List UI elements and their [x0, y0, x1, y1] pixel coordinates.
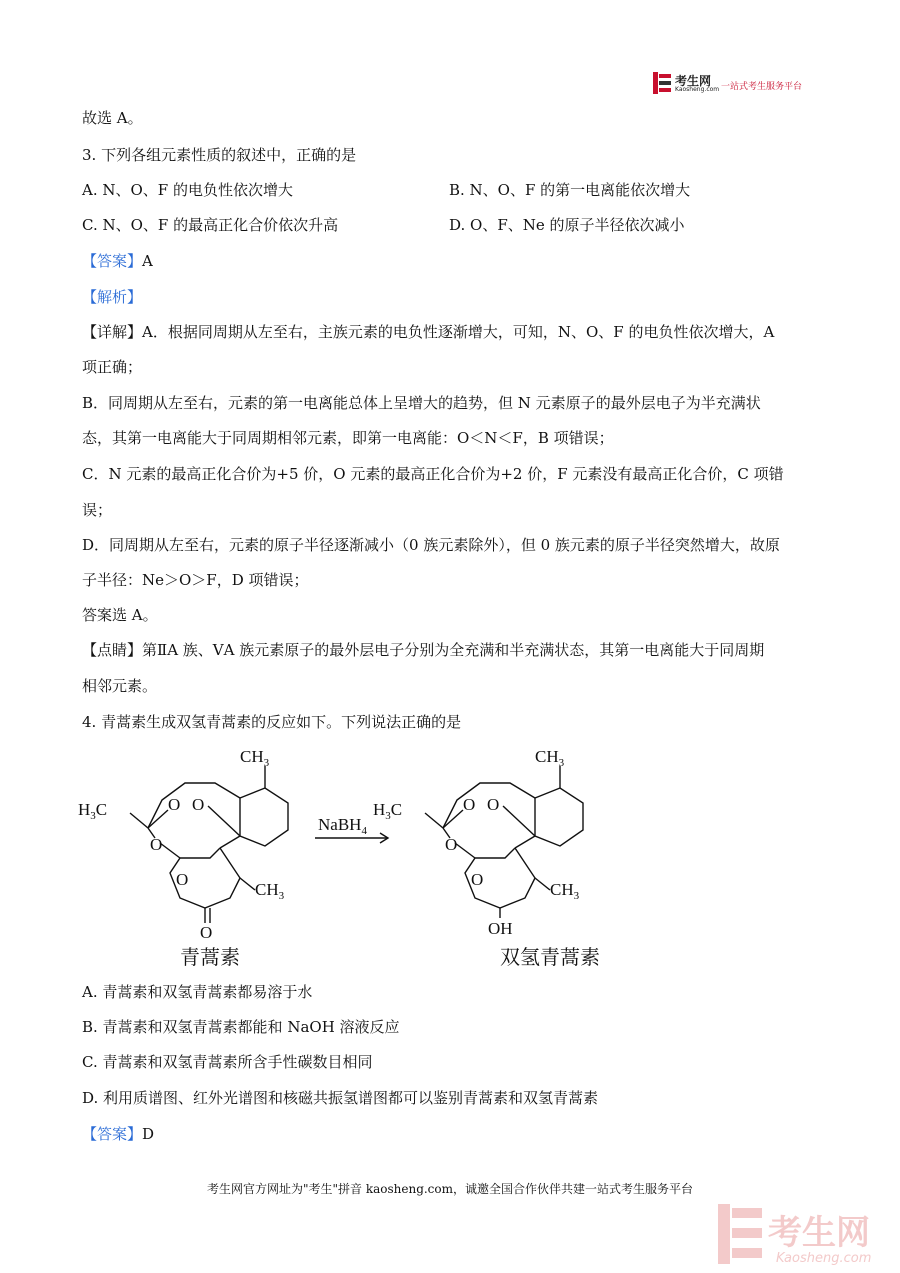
- left-carbonyl-o: O: [200, 923, 213, 942]
- q3-option-a: A. N、O、F 的电负性依次增大: [82, 181, 293, 199]
- q3-detail-d-line2: 子半径：Ne＞O＞F，D 项错误；: [82, 571, 309, 589]
- q3-conclusion: 答案选 A。: [82, 606, 158, 624]
- q3-detail-a-line1: [82, 322, 774, 342]
- q3-option-d: D. O、F、Ne 的原子半径依次减小: [449, 216, 685, 234]
- q3-option-c: C. N、O、F 的最高正化合价依次升高: [82, 216, 339, 234]
- reaction-arrow: [315, 815, 388, 843]
- left-ch3-bottom: $CH_3$: [255, 880, 285, 902]
- right-peroxide-o2: O: [487, 795, 500, 814]
- q3-option-b: B. N、O、F 的第一电离能依次增大: [449, 181, 691, 199]
- right-ch3-bottom: $CH_3$: [550, 880, 580, 902]
- reagent-label: NaBH$_4$: [318, 815, 367, 837]
- detail-a-text: A．根据同周期从左至右，主族元素的电负性逐渐增大，可知，N、O、F 的电负性依次增大，A: [142, 323, 775, 341]
- right-h3c: $H_3C$: [373, 800, 403, 822]
- kaosheng-logo-icon: [653, 72, 673, 94]
- note-text: 第ⅡA 族、ⅤA 族元素原子的最外层电子分别为全充满和半充满状态，其第一电离能大于同周期: [142, 641, 765, 659]
- q4-answer: [82, 1124, 154, 1144]
- answer-tag: 【答案】: [82, 1125, 143, 1143]
- left-h3c: $H_3C$: [78, 800, 108, 822]
- artemisinin-name: 青蒿素: [180, 945, 240, 969]
- q3-note-line1: [82, 640, 764, 660]
- q3-answer: [82, 251, 153, 271]
- q3-stem: 3. 下列各组元素性质的叙述中，正确的是: [82, 146, 357, 164]
- answer-value: D: [142, 1125, 155, 1143]
- answer-value: A: [142, 252, 153, 270]
- q3-detail-a-line2: 项正确；: [82, 358, 143, 376]
- dihydroartemisinin-name: 双氢青蒿素: [500, 945, 600, 969]
- right-hydroxyl: OH: [488, 919, 513, 938]
- detail-tag: 【详解】: [82, 323, 143, 341]
- q4-option-c: C. 青蒿素和双氢青蒿素所含手性碳数目相同: [82, 1053, 373, 1071]
- reaction-scheme: [70, 738, 630, 978]
- q4-stem: 4. 青蒿素生成双氢青蒿素的反应如下。下列说法正确的是: [82, 713, 462, 731]
- logo-text-cn: 考生网: [675, 74, 712, 88]
- artemisinin-structure: [78, 747, 288, 942]
- left-ch3-top: $CH_3$: [240, 747, 270, 769]
- watermark: [716, 1200, 886, 1270]
- dihydroartemisinin-structure: [373, 747, 583, 938]
- logo-slogan: 一站式考生服务平台: [721, 82, 803, 92]
- q3-note-line2: 相邻元素。: [82, 677, 158, 695]
- left-ether-o: O: [150, 835, 163, 854]
- right-ch3-top: $CH_3$: [535, 747, 565, 769]
- right-peroxide-o1: O: [463, 795, 476, 814]
- q3-detail-c-line2: 误；: [82, 501, 113, 519]
- footer-text: 考生网官方网址为"考生"拼音 kaosheng.com，诚邀全国合作伙伴共建一站式考生服务平台: [206, 1182, 694, 1196]
- left-peroxide-o2: O: [192, 795, 205, 814]
- q3-detail-b-line1: B．同周期从左至右，元素的第一电离能总体上呈增大的趋势，但 N 元素原子的最外层电子为半充满状: [82, 394, 761, 412]
- watermark-logo-icon: [718, 1204, 762, 1264]
- answer-tag: 【答案】: [82, 252, 143, 270]
- q3-detail-c-line1: C．N 元素的最高正化合价为+5 价，O 元素的最高正化合价为+2 价，F 元素没有最高正化合价，C 项错: [82, 465, 784, 483]
- right-ring-o: O: [471, 870, 484, 889]
- header-logo: [653, 72, 823, 96]
- q4-option-a: A. 青蒿素和双氢青蒿素都易溶于水: [82, 983, 313, 1001]
- left-ring-o: O: [176, 870, 189, 889]
- prev-conclusion: 故选 A。: [82, 109, 143, 127]
- watermark-en: Kaosheng.com: [776, 1251, 872, 1266]
- note-tag: 【点睛】: [82, 641, 143, 659]
- q4-option-b: B. 青蒿素和双氢青蒿素都能和 NaOH 溶液反应: [82, 1018, 400, 1036]
- q4-option-d: D. 利用质谱图、红外光谱图和核磁共振氢谱图都可以鉴别青蒿素和双氢青蒿素: [82, 1089, 599, 1107]
- right-ether-o: O: [445, 835, 458, 854]
- q3-detail-b-line2: 态，其第一电离能大于同周期相邻元素，即第一电离能：O＜N＜F，B 项错误；: [82, 429, 614, 447]
- q3-detail-d-line1: D．同周期从左至右，元素的原子半径逐渐减小（0 族元素除外），但 0 族元素的原子半径突然增大，故原: [82, 536, 780, 554]
- q3-analysis-tag: 【解析】: [82, 288, 143, 306]
- left-peroxide-o1: O: [168, 795, 181, 814]
- watermark-cn: 考生网: [768, 1213, 870, 1253]
- logo-text-en: Kaosheng.com: [675, 86, 720, 93]
